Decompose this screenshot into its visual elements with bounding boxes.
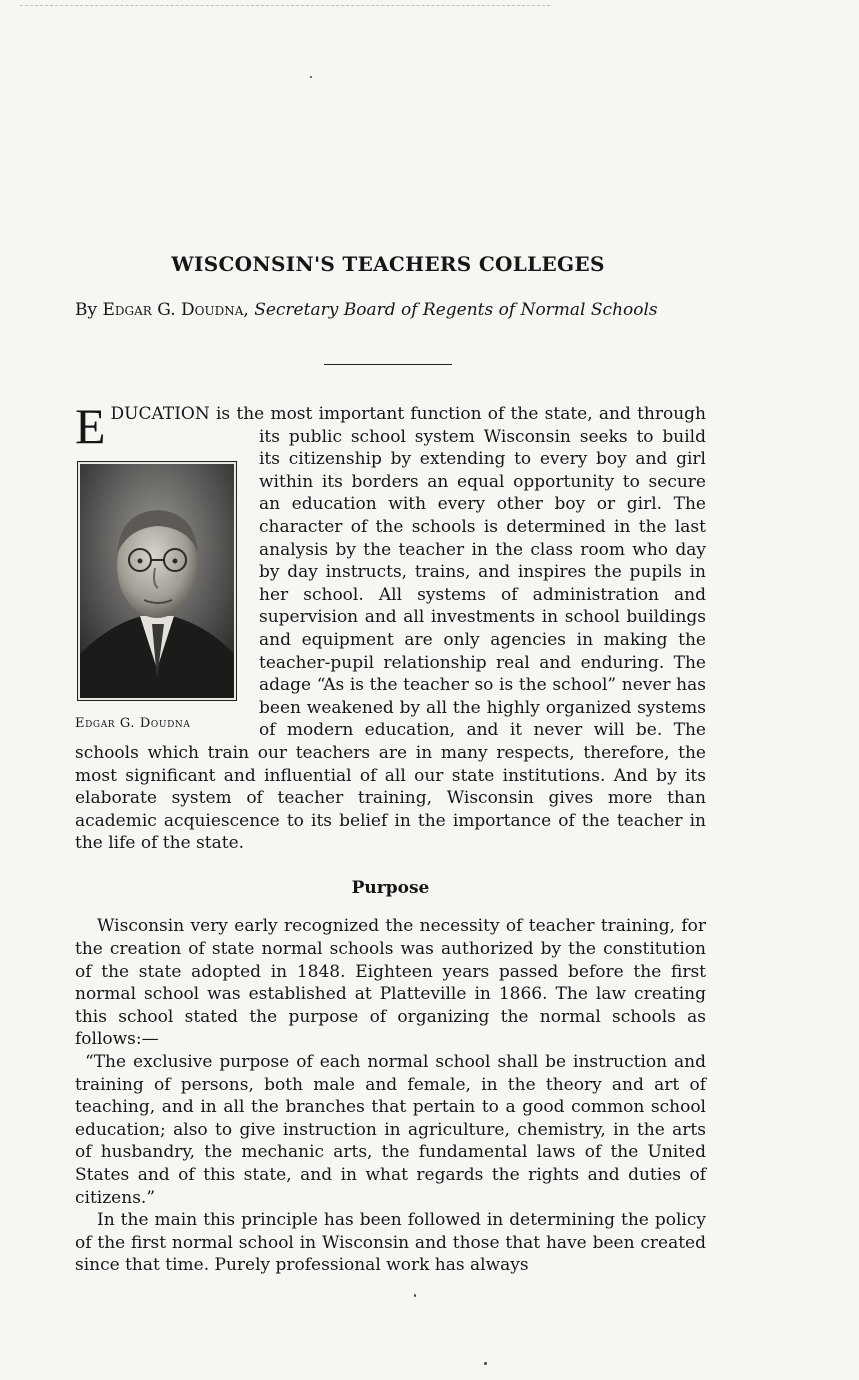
author-photo-figure <box>75 461 245 736</box>
article-body <box>75 398 706 1277</box>
byline <box>75 300 715 320</box>
purpose-paragraph-1: Wisconsin very early recognized the necessity of teacher training, for the creation of state normal schools was authorized by the constitution of the state adopted in 1848. Eighteen years passed before the first normal school was established at Platteville in 1866. The law creating this school stated the purpose of organizing the normal schools as follows:— <box>75 916 706 1050</box>
title-divider <box>324 364 452 365</box>
intro-text: DUCATION is the most important function of the state, and through its public school system Wisconsin seeks to build its citizenship by extending to every boy and girl within its borders an equal opportunity to secure an education with every other boy or girl. The character of the schools is determined in the last analysis by the teacher in the class room who day by day instructs, trains, and inspires the pupils in her school. All systems of administration and supervision and all investments in school buildings and equipment are only agencies in making the teacher-pupil relationship real and enduring. The adage “As is the teacher so is the school” never has been weakened by all the highly organized systems of modern education, and it never will be. The schools which train our teachers are in many respects, therefore, the most significant and influential of all our state institutions. And by its elaborate system of teacher training, Wisconsin gives more than academic acquiescence to its belief in the importance of the teacher in the life of the state. <box>75 404 706 854</box>
author-name: Edgar G. Doudna, <box>102 300 249 320</box>
intro-paragraph <box>75 398 706 855</box>
purpose-paragraph-2: In the main this principle has been followed in determining the policy of the first normal school in Wisconsin and those that have been created since that time. Purely professional work has always <box>75 1210 706 1276</box>
byline-prefix: By <box>75 300 98 320</box>
scan-speck <box>484 1362 487 1365</box>
scan-edge-artifact <box>20 5 550 6</box>
section-heading-purpose: Purpose <box>351 877 430 898</box>
portrait-image <box>80 464 234 698</box>
photo-caption: Edgar G. Doudna <box>75 716 191 731</box>
purpose-quote: “The exclusive purpose of each normal school shall be instruction and training of persons, both male and female, in the theory and art of teaching, and in all the branches that pertain to a good common school education; also to give instruction in agriculture, chemistry, in the arts of husbandry, the mechanic arts, the fundamental laws of the United States and of this state, and in what regards the rights and duties of citizens.” <box>75 1052 706 1208</box>
author-portrait <box>77 461 237 701</box>
scan-speck <box>414 1294 416 1297</box>
article-title: WISCONSIN'S TEACHERS COLLEGES <box>171 252 605 276</box>
scan-speck <box>310 76 312 78</box>
drop-cap: E <box>75 398 106 454</box>
author-role: Secretary Board of Regents of Normal Schools <box>254 300 658 320</box>
